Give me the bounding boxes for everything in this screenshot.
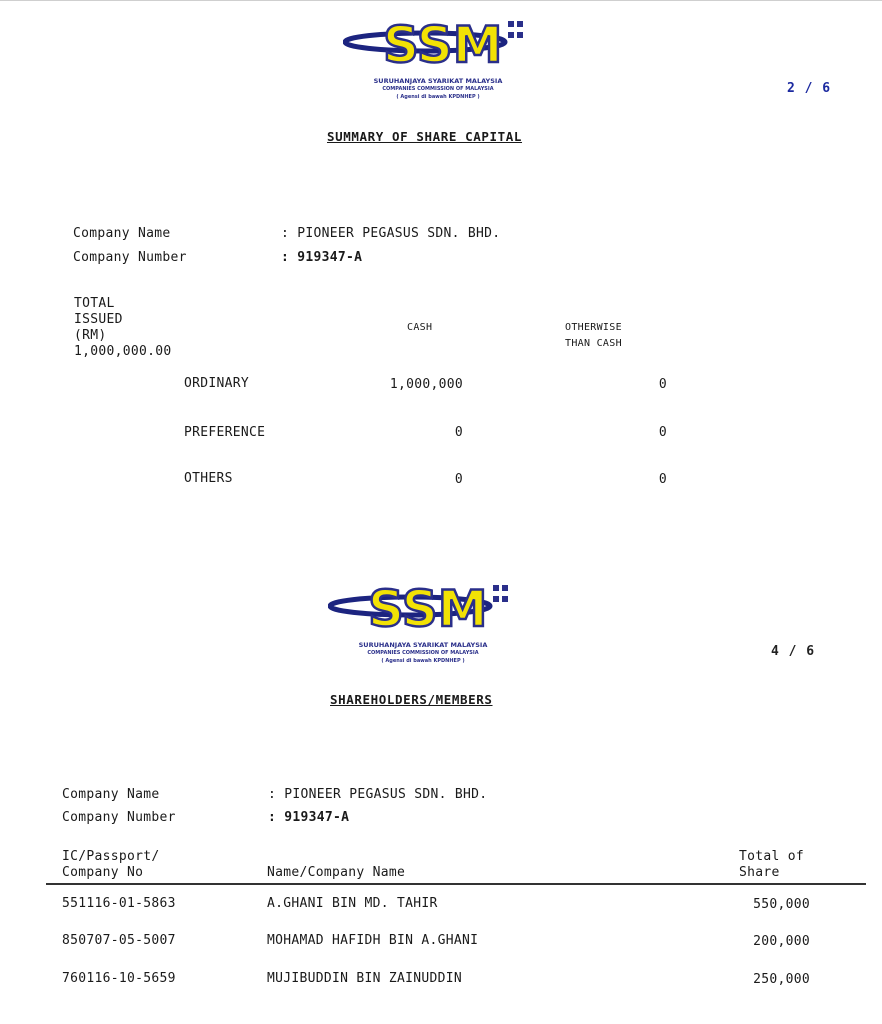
row-label-ordinary: ORDINARY [184, 376, 250, 391]
company-name-value-2: : PIONEER PEGASUS SDN. BHD. [268, 787, 488, 802]
logo-caption-3: ( Agensi di bawah KPDNHEP ) [381, 658, 465, 664]
shareholder-ic: 760116-10-5659 [62, 971, 176, 986]
page-number-1: 2 / 6 [787, 81, 832, 96]
logo-letters: SSM [368, 580, 488, 638]
logo-caption-1: SURUHANJAYA SYARIKAT MALAYSIA [373, 77, 503, 85]
col-ic-header-1: IC/Passport/ [62, 849, 160, 864]
total-label-3: (RM) [74, 328, 107, 343]
shareholder-share: 200,000 [753, 934, 810, 949]
row-label-preference: PREFERENCE [184, 425, 266, 440]
row-label-others: OTHERS [184, 471, 233, 486]
ssm-logo-bottom [328, 576, 518, 676]
company-number-value-1: : 919347-A [281, 250, 363, 265]
logo-caption-2: COMPANIES COMMISSION OF MALAYSIA [382, 86, 494, 92]
logo-caption-2: COMPANIES COMMISSION OF MALAYSIA [367, 650, 479, 656]
summary-title: SUMMARY OF SHARE CAPITAL [327, 129, 523, 144]
row-cash-preference: 0 [454, 425, 463, 440]
company-number-value-2: : 919347-A [268, 810, 350, 825]
row-otherwise-others: 0 [658, 472, 667, 487]
total-issued-value: 1,000,000.00 [74, 344, 172, 359]
row-otherwise-ordinary: 0 [658, 377, 667, 392]
ssm-logo-top [343, 12, 533, 112]
ssm-logo-icon [343, 12, 533, 78]
table-header-rule [46, 883, 866, 885]
col-total-header-1: Total of [739, 849, 805, 864]
col-cash-header: CASH [407, 322, 433, 333]
top-border [0, 0, 882, 1]
total-label-2: ISSUED [74, 312, 123, 327]
company-name-label-1: Company Name [73, 226, 171, 241]
col-otherwise-header-2: THAN CASH [565, 338, 622, 349]
logo-caption-3: ( Agensi di bawah KPDNHEP ) [396, 94, 480, 100]
shareholder-ic: 551116-01-5863 [62, 896, 176, 911]
row-otherwise-preference: 0 [658, 425, 667, 440]
row-cash-ordinary: 1,000,000 [389, 377, 463, 392]
company-name-label-2: Company Name [62, 787, 160, 802]
shareholder-name: MUJIBUDDIN BIN ZAINUDDIN [267, 971, 463, 986]
ssm-logo-icon [328, 576, 518, 642]
company-name-value-1: : PIONEER PEGASUS SDN. BHD. [281, 226, 501, 241]
shareholder-name: MOHAMAD HAFIDH BIN A.GHANI [267, 933, 479, 948]
shareholders-title: SHAREHOLDERS/MEMBERS [330, 692, 493, 707]
col-otherwise-header-1: OTHERWISE [565, 322, 622, 333]
company-number-label-2: Company Number [62, 810, 176, 825]
total-label-1: TOTAL [74, 296, 115, 311]
col-ic-header-2: Company No [62, 865, 144, 880]
page-number-2: 4 / 6 [771, 644, 816, 659]
shareholder-share: 550,000 [753, 897, 810, 912]
logo-letters: SSM [383, 16, 503, 74]
row-cash-others: 0 [454, 472, 463, 487]
shareholder-share: 250,000 [753, 972, 810, 987]
col-name-header: Name/Company Name [267, 865, 406, 880]
shareholder-name: A.GHANI BIN MD. TAHIR [267, 896, 438, 911]
col-total-header-2: Share [739, 865, 780, 880]
logo-caption-1: SURUHANJAYA SYARIKAT MALAYSIA [358, 641, 488, 649]
company-number-label-1: Company Number [73, 250, 187, 265]
shareholder-ic: 850707-05-5007 [62, 933, 176, 948]
